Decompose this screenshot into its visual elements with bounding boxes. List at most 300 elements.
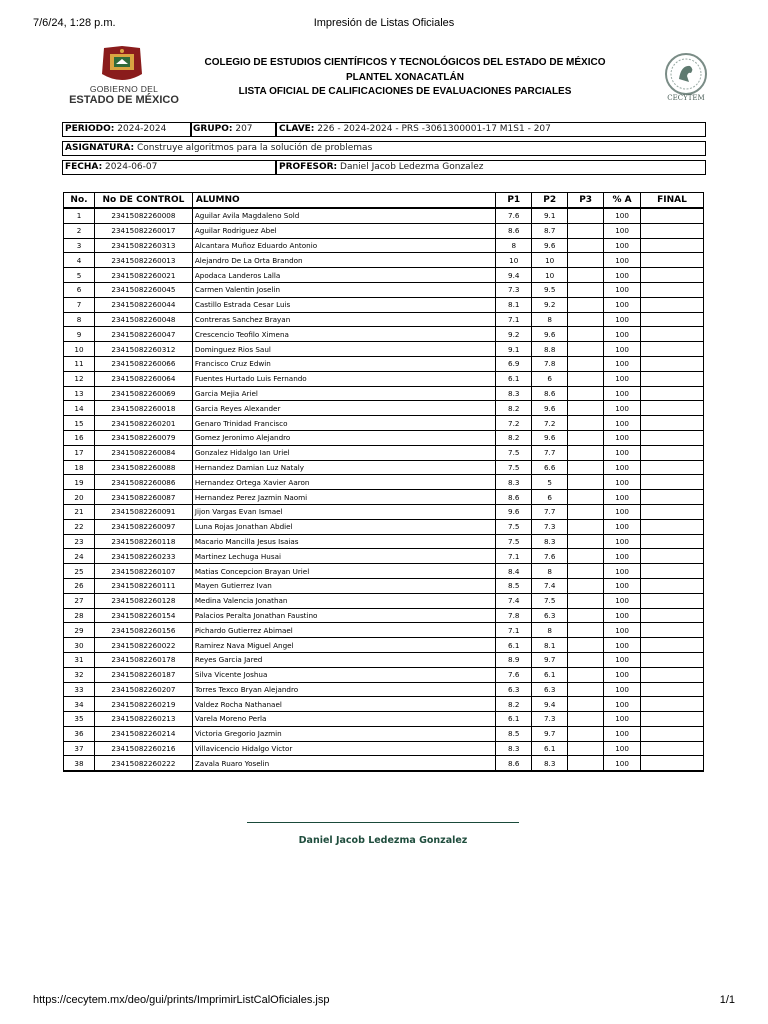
cell-p3 — [568, 667, 604, 682]
cell-alumno: Mayen Gutierrez Ivan — [192, 578, 495, 593]
table-row — [64, 401, 704, 416]
cell-p1: 8 — [496, 238, 532, 253]
cell-no: 10 — [64, 342, 95, 357]
cell-alumno: Fuentes Hurtado Luis Fernando — [192, 371, 495, 386]
cell-p3 — [568, 638, 604, 653]
cell-final — [641, 504, 704, 519]
cell-control: 23415082260156 — [94, 623, 192, 638]
cell-p1: 8.2 — [496, 430, 532, 445]
cell-p1: 7.6 — [496, 208, 532, 223]
table-row — [64, 268, 704, 283]
cell-final — [641, 741, 704, 756]
cell-no: 9 — [64, 327, 95, 342]
cell-final — [641, 712, 704, 727]
cell-asistencia: 100 — [604, 445, 641, 460]
cell-no: 35 — [64, 712, 95, 727]
cell-control: 23415082260048 — [94, 312, 192, 327]
cell-asistencia: 100 — [604, 741, 641, 756]
cell-p3 — [568, 297, 604, 312]
cell-final — [641, 593, 704, 608]
cell-final — [641, 549, 704, 564]
cell-alumno: Gonzalez Hidalgo Ian Uriel — [192, 445, 495, 460]
cell-p1: 7.1 — [496, 549, 532, 564]
table-row — [64, 460, 704, 475]
cell-final — [641, 534, 704, 549]
table-row — [64, 578, 704, 593]
cell-no: 27 — [64, 593, 95, 608]
cell-p1: 9.6 — [496, 504, 532, 519]
col-header-no: No. — [64, 193, 95, 209]
cell-p3 — [568, 712, 604, 727]
cell-p1: 7.5 — [496, 445, 532, 460]
table-row — [64, 223, 704, 238]
cell-alumno: Alcantara Muñoz Eduardo Antonio — [192, 238, 495, 253]
cell-final — [641, 416, 704, 431]
cell-p1: 7.4 — [496, 593, 532, 608]
cell-p2: 9.4 — [532, 697, 568, 712]
cell-control: 23415082260107 — [94, 564, 192, 579]
cell-no: 20 — [64, 490, 95, 505]
logo-line-1: GOBIERNO DEL — [89, 84, 159, 94]
cell-p2: 9.6 — [532, 430, 568, 445]
cell-p3 — [568, 652, 604, 667]
cell-alumno: Reyes Garcia Jared — [192, 652, 495, 667]
cell-asistencia: 100 — [604, 756, 641, 771]
asignatura-field — [62, 141, 706, 156]
cell-no: 3 — [64, 238, 95, 253]
table-row — [64, 564, 704, 579]
cell-asistencia: 100 — [604, 327, 641, 342]
cell-no: 1 — [64, 208, 95, 223]
cell-control: 23415082260214 — [94, 726, 192, 741]
cell-asistencia: 100 — [604, 652, 641, 667]
cell-p2: 8 — [532, 312, 568, 327]
cell-no: 17 — [64, 445, 95, 460]
cell-p3 — [568, 593, 604, 608]
cell-alumno: Crescencio Teofilo Ximena — [192, 327, 495, 342]
cell-p2: 9.6 — [532, 238, 568, 253]
cell-no: 11 — [64, 356, 95, 371]
cell-p3 — [568, 401, 604, 416]
table-row — [64, 475, 704, 490]
cell-asistencia: 100 — [604, 578, 641, 593]
cell-final — [641, 238, 704, 253]
cell-control: 23415082260233 — [94, 549, 192, 564]
cell-p3 — [568, 578, 604, 593]
document-heading — [190, 56, 620, 100]
cell-p2: 6 — [532, 371, 568, 386]
cell-p3 — [568, 416, 604, 431]
cell-asistencia: 100 — [604, 593, 641, 608]
cell-p2: 7.3 — [532, 519, 568, 534]
cell-p3 — [568, 741, 604, 756]
cell-p2: 9.2 — [532, 297, 568, 312]
cell-alumno: Garcia Mejia Ariel — [192, 386, 495, 401]
cell-asistencia: 100 — [604, 356, 641, 371]
clave-value: 226 - 2024-2024 - PRS -3061300001-17 M1S1 - 207 — [317, 124, 551, 134]
cell-final — [641, 445, 704, 460]
periodo-field — [62, 122, 192, 137]
periodo-value: 2024-2024 — [117, 124, 167, 134]
cecytem-text: CECYTEM — [667, 94, 705, 102]
cell-no: 33 — [64, 682, 95, 697]
cell-control: 23415082260216 — [94, 741, 192, 756]
print-datetime: 7/6/24, 1:28 p.m. — [33, 17, 116, 29]
cell-p3 — [568, 726, 604, 741]
fecha-label: FECHA: — [65, 162, 103, 172]
cell-final — [641, 282, 704, 297]
cell-no: 32 — [64, 667, 95, 682]
cell-no: 34 — [64, 697, 95, 712]
cell-final — [641, 460, 704, 475]
cell-control: 23415082260222 — [94, 756, 192, 771]
cell-final — [641, 578, 704, 593]
cell-asistencia: 100 — [604, 697, 641, 712]
cell-p1: 8.5 — [496, 726, 532, 741]
cecytem-logo — [660, 52, 712, 104]
cell-p1: 7.8 — [496, 608, 532, 623]
cell-no: 28 — [64, 608, 95, 623]
table-row — [64, 282, 704, 297]
col-header-alumno: ALUMNO — [192, 193, 495, 209]
cell-p1: 6.1 — [496, 638, 532, 653]
cell-no: 24 — [64, 549, 95, 564]
table-row — [64, 356, 704, 371]
fecha-value: 2024-06-07 — [105, 162, 158, 172]
cell-alumno: Martinez Lechuga Husai — [192, 549, 495, 564]
cell-p3 — [568, 475, 604, 490]
institution-name: COLEGIO DE ESTUDIOS CIENTÍFICOS Y TECNOLÓGICOS DEL ESTADO DE MÉXICO — [204, 57, 606, 68]
cell-control: 23415082260312 — [94, 342, 192, 357]
cell-p1: 8.6 — [496, 490, 532, 505]
cell-alumno: Villavicencio Hidalgo Victor — [192, 741, 495, 756]
cell-no: 36 — [64, 726, 95, 741]
cell-alumno: Francisco Cruz Edwin — [192, 356, 495, 371]
cell-p2: 6.1 — [532, 667, 568, 682]
table-row — [64, 297, 704, 312]
table-row — [64, 238, 704, 253]
cell-no: 2 — [64, 223, 95, 238]
table-row — [64, 416, 704, 431]
cell-alumno: Apodaca Landeros Lalla — [192, 268, 495, 283]
cell-p1: 8.2 — [496, 697, 532, 712]
cell-p1: 6.1 — [496, 712, 532, 727]
cell-p1: 8.1 — [496, 297, 532, 312]
cell-no: 23 — [64, 534, 95, 549]
cell-p1: 8.3 — [496, 475, 532, 490]
cell-final — [641, 342, 704, 357]
table-row — [64, 623, 704, 638]
grupo-field — [190, 122, 276, 137]
cell-final — [641, 638, 704, 653]
cell-no: 7 — [64, 297, 95, 312]
cell-no: 18 — [64, 460, 95, 475]
cell-final — [641, 297, 704, 312]
cell-no: 8 — [64, 312, 95, 327]
table-row — [64, 327, 704, 342]
cell-no: 4 — [64, 253, 95, 268]
profesor-value: Daniel Jacob Ledezma Gonzalez — [340, 162, 484, 172]
cell-no: 25 — [64, 564, 95, 579]
cell-p2: 6.6 — [532, 460, 568, 475]
cell-asistencia: 100 — [604, 712, 641, 727]
cell-p3 — [568, 312, 604, 327]
cell-no: 16 — [64, 430, 95, 445]
cell-asistencia: 100 — [604, 519, 641, 534]
cell-p1: 8.3 — [496, 741, 532, 756]
cell-p2: 7.8 — [532, 356, 568, 371]
cell-no: 38 — [64, 756, 95, 771]
table-row — [64, 445, 704, 460]
table-row — [64, 342, 704, 357]
cell-final — [641, 697, 704, 712]
cell-alumno: Luna Rojas Jonathan Abdiel — [192, 519, 495, 534]
cell-p3 — [568, 623, 604, 638]
cell-asistencia: 100 — [604, 504, 641, 519]
cell-alumno: Medina Valencia Jonathan — [192, 593, 495, 608]
cell-no: 15 — [64, 416, 95, 431]
cell-alumno: Ramirez Nava Miguel Angel — [192, 638, 495, 653]
cell-p1: 9.2 — [496, 327, 532, 342]
cell-p3 — [568, 697, 604, 712]
profesor-label: PROFESOR: — [279, 162, 338, 172]
cell-asistencia: 100 — [604, 312, 641, 327]
cell-alumno: Contreras Sanchez Brayan — [192, 312, 495, 327]
cell-no: 12 — [64, 371, 95, 386]
table-row — [64, 726, 704, 741]
cell-p3 — [568, 327, 604, 342]
cell-p3 — [568, 238, 604, 253]
cell-alumno: Genaro Trinidad Francisco — [192, 416, 495, 431]
cell-final — [641, 268, 704, 283]
cell-alumno: Gomez Jeronimo Alejandro — [192, 430, 495, 445]
cell-final — [641, 756, 704, 771]
cell-alumno: Zavala Ruaro Yoselin — [192, 756, 495, 771]
cell-p3 — [568, 608, 604, 623]
cell-p1: 8.4 — [496, 564, 532, 579]
cell-p1: 7.5 — [496, 534, 532, 549]
asignatura-value: Construye algoritmos para la solución de problemas — [136, 143, 373, 153]
logo-line-2: ESTADO DE MÉXICO — [69, 94, 179, 106]
cell-p2: 8.6 — [532, 386, 568, 401]
cell-p2: 9.7 — [532, 652, 568, 667]
cell-p1: 6.9 — [496, 356, 532, 371]
cell-control: 23415082260008 — [94, 208, 192, 223]
cell-control: 23415082260219 — [94, 697, 192, 712]
cell-control: 23415082260128 — [94, 593, 192, 608]
cell-asistencia: 100 — [604, 268, 641, 283]
grupo-value: 207 — [235, 124, 253, 134]
cell-final — [641, 356, 704, 371]
cell-p2: 9.7 — [532, 726, 568, 741]
cell-no: 14 — [64, 401, 95, 416]
cell-asistencia: 100 — [604, 371, 641, 386]
cell-alumno: Victoria Gregorio Jazmin — [192, 726, 495, 741]
cell-p3 — [568, 534, 604, 549]
table-row — [64, 593, 704, 608]
cell-asistencia: 100 — [604, 726, 641, 741]
cell-p2: 7.4 — [532, 578, 568, 593]
cell-no: 30 — [64, 638, 95, 653]
cell-asistencia: 100 — [604, 549, 641, 564]
cell-asistencia: 100 — [604, 297, 641, 312]
col-header-final: FINAL — [641, 193, 704, 209]
cell-p1: 8.6 — [496, 756, 532, 771]
col-header-p2: P2 — [532, 193, 568, 209]
table-row — [64, 490, 704, 505]
cell-alumno: Palacios Peralta Jonathan Faustino — [192, 608, 495, 623]
cell-alumno: Valdez Rocha Nathanael — [192, 697, 495, 712]
cell-asistencia: 100 — [604, 667, 641, 682]
fecha-field — [62, 160, 276, 175]
table-row — [64, 504, 704, 519]
signature-name: Daniel Jacob Ledezma Gonzalez — [298, 835, 468, 846]
cell-control: 23415082260064 — [94, 371, 192, 386]
cell-p2: 6.3 — [532, 682, 568, 697]
page-count: 1/1 — [719, 994, 735, 1006]
table-row — [64, 371, 704, 386]
cell-p2: 6 — [532, 490, 568, 505]
cell-asistencia: 100 — [604, 564, 641, 579]
cell-p2: 8.8 — [532, 342, 568, 357]
cell-alumno: Silva Vicente Joshua — [192, 667, 495, 682]
cell-p2: 7.2 — [532, 416, 568, 431]
periodo-label: PERIODO: — [65, 124, 115, 134]
table-row — [64, 712, 704, 727]
cell-final — [641, 682, 704, 697]
cell-p3 — [568, 268, 604, 283]
cell-p3 — [568, 519, 604, 534]
cell-alumno: Aguilar Rodriguez Abel — [192, 223, 495, 238]
cell-p3 — [568, 282, 604, 297]
clave-label: CLAVE: — [279, 124, 315, 134]
cell-p2: 8.7 — [532, 223, 568, 238]
cell-alumno: Carmen Valentin Joselin — [192, 282, 495, 297]
cell-no: 13 — [64, 386, 95, 401]
cell-alumno: Hernandez Damian Luz Nataly — [192, 460, 495, 475]
cell-final — [641, 667, 704, 682]
cell-control: 23415082260213 — [94, 712, 192, 727]
cell-p1: 8.6 — [496, 223, 532, 238]
cell-control: 23415082260044 — [94, 297, 192, 312]
cell-p3 — [568, 756, 604, 771]
table-row — [64, 312, 704, 327]
cell-no: 22 — [64, 519, 95, 534]
cell-asistencia: 100 — [604, 223, 641, 238]
cell-final — [641, 312, 704, 327]
cell-control: 23415082260021 — [94, 268, 192, 283]
cell-asistencia: 100 — [604, 534, 641, 549]
cell-final — [641, 223, 704, 238]
cell-p3 — [568, 490, 604, 505]
cell-asistencia: 100 — [604, 608, 641, 623]
cell-p2: 7.7 — [532, 504, 568, 519]
cell-p2: 10 — [532, 268, 568, 283]
cell-asistencia: 100 — [604, 623, 641, 638]
cell-control: 23415082260022 — [94, 638, 192, 653]
table-row — [64, 756, 704, 771]
table-row — [64, 208, 704, 223]
cell-control: 23415082260045 — [94, 282, 192, 297]
clave-field — [276, 122, 706, 137]
cell-final — [641, 519, 704, 534]
col-header-asistencia: % A — [604, 193, 641, 209]
cell-p3 — [568, 386, 604, 401]
cell-final — [641, 726, 704, 741]
cell-p1: 7.5 — [496, 519, 532, 534]
cell-final — [641, 430, 704, 445]
cell-control: 23415082260111 — [94, 578, 192, 593]
cell-control: 23415082260091 — [94, 504, 192, 519]
cell-alumno: Dominguez Rios Saul — [192, 342, 495, 357]
print-footer — [33, 994, 735, 1008]
cell-control: 23415082260084 — [94, 445, 192, 460]
table-row — [64, 638, 704, 653]
cell-p3 — [568, 504, 604, 519]
cell-p1: 6.1 — [496, 371, 532, 386]
cell-final — [641, 623, 704, 638]
cell-no: 37 — [64, 741, 95, 756]
cell-control: 23415082260017 — [94, 223, 192, 238]
print-title: Impresión de Listas Oficiales — [313, 17, 455, 29]
cell-p1: 10 — [496, 253, 532, 268]
asignatura-label: ASIGNATURA: — [65, 143, 135, 153]
cell-p2: 7.3 — [532, 712, 568, 727]
table-row — [64, 682, 704, 697]
cell-control: 23415082260154 — [94, 608, 192, 623]
print-url: https://cecytem.mx/deo/gui/prints/ImprimirListCalOficiales.jsp — [33, 994, 330, 1006]
cell-final — [641, 401, 704, 416]
table-row — [64, 667, 704, 682]
cell-asistencia: 100 — [604, 208, 641, 223]
cell-p1: 7.2 — [496, 416, 532, 431]
col-header-p3: P3 — [568, 193, 604, 209]
cell-control: 23415082260086 — [94, 475, 192, 490]
cell-control: 23415082260187 — [94, 667, 192, 682]
cell-p1: 6.3 — [496, 682, 532, 697]
cell-p2: 9.6 — [532, 401, 568, 416]
table-row — [64, 386, 704, 401]
grades-table — [63, 192, 704, 772]
cell-p3 — [568, 342, 604, 357]
cell-final — [641, 371, 704, 386]
cell-final — [641, 490, 704, 505]
col-header-p1: P1 — [496, 193, 532, 209]
cell-no: 31 — [64, 652, 95, 667]
cell-alumno: Macario Mancilla Jesus Isaias — [192, 534, 495, 549]
cell-alumno: Matias Concepcion Brayan Uriel — [192, 564, 495, 579]
cell-p1: 8.3 — [496, 386, 532, 401]
cell-control: 23415082260088 — [94, 460, 192, 475]
table-row — [64, 253, 704, 268]
cell-asistencia: 100 — [604, 490, 641, 505]
cell-p3 — [568, 564, 604, 579]
grades-table-body — [64, 208, 704, 771]
cell-p1: 8.9 — [496, 652, 532, 667]
cell-alumno: Jijon Vargas Evan Ismael — [192, 504, 495, 519]
cell-p2: 6.3 — [532, 608, 568, 623]
cell-no: 21 — [64, 504, 95, 519]
cell-p1: 8.5 — [496, 578, 532, 593]
cell-final — [641, 327, 704, 342]
cell-p3 — [568, 682, 604, 697]
cell-p1: 9.1 — [496, 342, 532, 357]
cell-p2: 10 — [532, 253, 568, 268]
cell-p2: 5 — [532, 475, 568, 490]
cell-no: 26 — [64, 578, 95, 593]
cell-p3 — [568, 208, 604, 223]
cell-control: 23415082260201 — [94, 416, 192, 431]
